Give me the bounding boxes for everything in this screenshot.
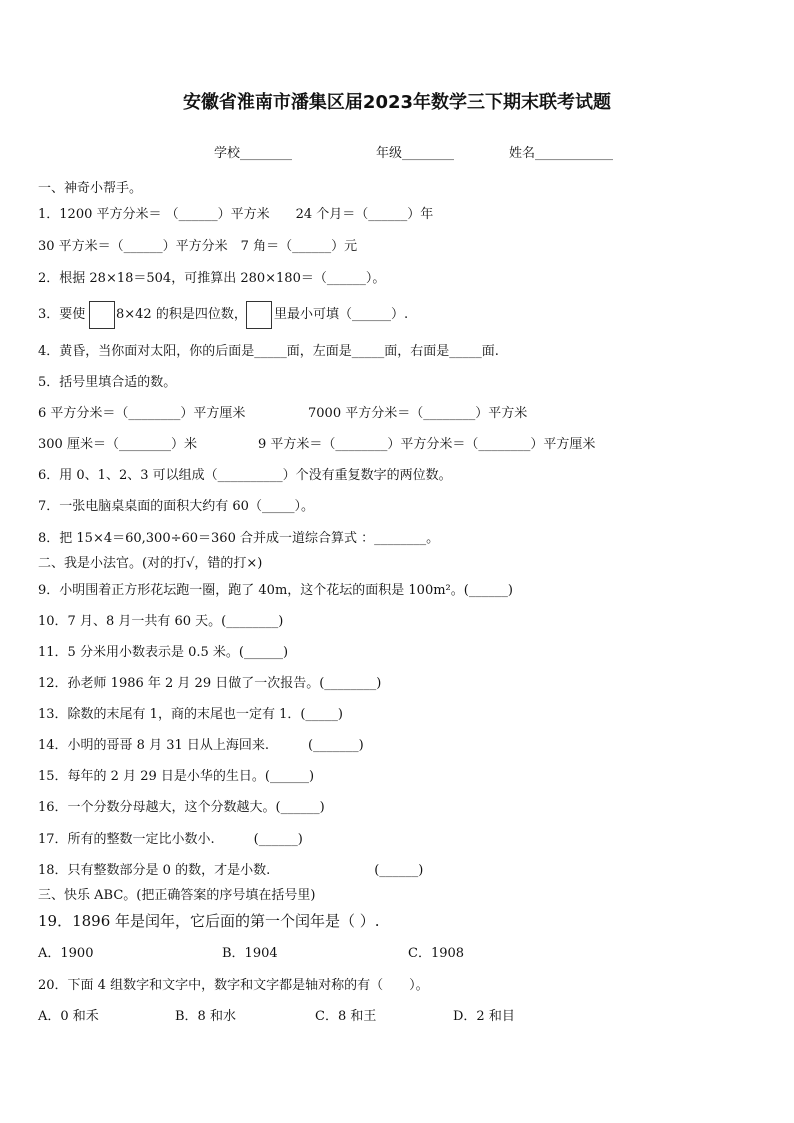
question-5-item-1: 6 平方分米＝（________）平方厘米 xyxy=(38,406,246,421)
question-20-option-b: B．8 和水 xyxy=(175,1009,236,1024)
question-14: 14．小明的哥哥 8 月 31 日从上海回来. (_______) xyxy=(38,738,364,753)
question-20-option-d: D．2 和目 xyxy=(453,1009,515,1024)
question-3-part-1: 3．要使 xyxy=(38,307,86,322)
question-3-part-3: 里最小可填（______）. xyxy=(274,307,409,322)
question-5-item-3: 300 厘米＝（________）米 xyxy=(38,437,197,452)
question-5: 5．括号里填合适的数。 xyxy=(38,375,177,390)
answer-box xyxy=(89,301,115,329)
page-title: 安徽省淮南市潘集区届2023年数学三下期末联考试题 xyxy=(182,92,612,113)
question-17: 17．所有的整数一定比小数小. (______) xyxy=(38,832,303,847)
section-heading-3: 三、快乐 ABC。(把正确答案的序号填在括号里) xyxy=(38,888,316,903)
question-11: 11．5 分米用小数表示是 0.5 米。(______) xyxy=(38,645,289,660)
question-2: 2．根据 28×18＝504，可推算出 280×180＝（______）。 xyxy=(38,271,386,286)
school-field: 学校________ xyxy=(214,146,293,161)
question-19-option-a: A．1900 xyxy=(38,946,94,961)
question-1-line-1: 1．1200 平方分米＝ （______）平方米 24 个月＝（______）年 xyxy=(38,207,434,222)
question-20-option-c: C．8 和王 xyxy=(315,1009,377,1024)
question-15: 15．每年的 2 月 29 日是小华的生日。(______) xyxy=(38,769,315,784)
question-3-part-2: 8×42 的积是四位数， xyxy=(116,307,247,322)
question-10: 10．7 月、8 月一共有 60 天。(________) xyxy=(38,614,284,629)
section-heading-2: 二、我是小法官。(对的打√，错的打×) xyxy=(38,556,263,571)
question-4: 4．黄昏，当你面对太阳，你的后面是_____面，左面是_____面，右面是_____面. xyxy=(38,344,499,359)
question-19: 19．1896 年是闰年，它后面的第一个闰年是（ ）. xyxy=(38,912,380,930)
question-12: 12．孙老师 1986 年 2 月 29 日做了一次报告。(________) xyxy=(38,676,382,691)
question-20: 20．下面 4 组数字和文字中，数字和文字都是轴对称的有（ ）。 xyxy=(38,978,429,993)
name-field: 姓名____________ xyxy=(509,146,614,161)
question-18: 18．只有整数部分是 0 的数，才是小数. (______) xyxy=(38,863,424,878)
grade-field: 年级________ xyxy=(376,146,455,161)
question-5-item-2: 7000 平方分米＝（________）平方米 xyxy=(308,406,528,421)
question-19-option-c: C．1908 xyxy=(408,946,465,961)
question-19-option-b: B．1904 xyxy=(222,946,278,961)
question-16: 16．一个分数分母越大，这个分数越大。(______) xyxy=(38,800,325,815)
question-5-item-4: 9 平方米＝（________）平方分米＝（________）平方厘米 xyxy=(258,437,596,452)
question-9: 9．小明围着正方形花坛跑一圈，跑了 40m，这个花坛的面积是 100m²。(______) xyxy=(38,583,513,598)
question-6: 6．用 0、1、2、3 可以组成（__________）个没有重复数字的两位数。 xyxy=(38,468,452,483)
question-1-line-2: 30 平方米＝（______）平方分米 7 角＝（______）元 xyxy=(38,239,358,254)
question-7: 7．一张电脑桌桌面的面积大约有 60（_____）。 xyxy=(38,499,314,514)
question-13: 13．除数的末尾有 1，商的末尾也一定有 1．(_____) xyxy=(38,707,343,722)
answer-box xyxy=(246,301,272,329)
question-8: 8．把 15×4＝60,300÷60＝360 合并成一道综合算式 ：________。 xyxy=(38,531,440,546)
question-20-option-a: A．0 和禾 xyxy=(38,1009,99,1024)
section-heading-1: 一、神奇小帮手。 xyxy=(38,181,143,196)
